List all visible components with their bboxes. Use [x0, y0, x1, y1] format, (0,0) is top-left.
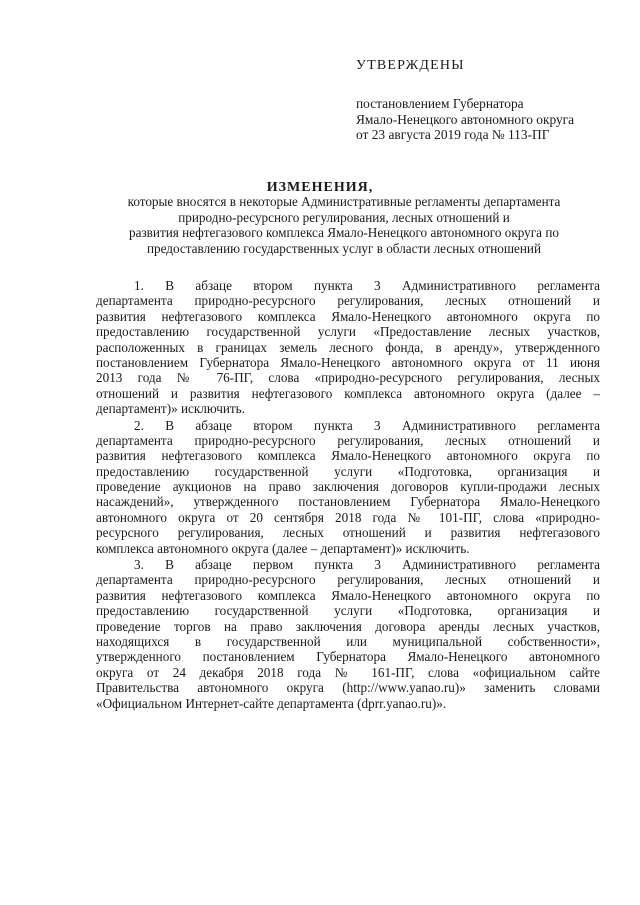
paragraph-3 [96, 557, 600, 711]
document-subtitle [80, 194, 608, 256]
subtitle-line: предоставлению государственных услуг в области лесных отношений [146, 240, 542, 256]
paragraph-2 [96, 418, 600, 557]
document-body [96, 278, 600, 712]
paragraph-line: отношений и развития нефтегазового комплекса автономного округа (далее – [96, 385, 600, 401]
paragraph-line: департамента природно-ресурсного регулирования, лесных отношений и [96, 572, 600, 588]
paragraph-line: развития нефтегазового комплекса Ямало-Ненецкого автономного округа по [96, 448, 600, 464]
paragraph-line: развития нефтегазового комплекса Ямало-Ненецкого автономного округа по [96, 587, 600, 603]
paragraph-line: «Официальном Интернет-сайте департамента (dprr.yanao.ru)». [96, 695, 447, 711]
paragraph-line: департамент)» исключить. [96, 401, 245, 417]
paragraph-1 [96, 278, 600, 417]
paragraph-line: утвержденного постановлением Губернатора Ямало-Ненецкого автономного [96, 649, 600, 665]
approval-line: Ямало-Ненецкого автономного округа [356, 111, 575, 127]
paragraph-line: предоставлению государственной услуги «Подготовка, организация и [96, 463, 600, 479]
paragraph-line: насаждений», утвержденного постановлением Губернатора Ямало-Ненецкого [96, 494, 600, 510]
paragraph-line: проведение аукционов на право заключения договоров купли-продажи лесных [96, 479, 600, 495]
paragraph-line: ресурсного регулирования, лесных отношений и развития нефтегазового [96, 525, 600, 541]
paragraph-line: находящихся в государственной или муниципальной собственности», [96, 633, 600, 649]
paragraph-line: постановлением Губернатора Ямало-Ненецкого автономного округа от 11 июня [96, 354, 600, 370]
paragraph-line: 2. В абзаце втором пункта 3 Административного регламента [134, 417, 600, 433]
subtitle-line: которые вносятся в некоторые Административные регламенты департамента [127, 194, 561, 209]
paragraph-line: 3. В абзаце первом пункта 3 Административного регламента [134, 557, 600, 573]
subtitle-line: природно-ресурсного регулирования, лесных отношений и [178, 209, 510, 225]
subtitle-line: развития нефтегазового комплекса Ямало-Ненецкого автономного округа по [129, 225, 559, 241]
paragraph-line: проведение торгов на право заключения договора аренды лесных участков, [96, 618, 600, 634]
paragraph-line: расположенных в границах земель лесного фонда, в аренду», утвержденного [96, 339, 600, 355]
paragraph-line: 2013 года № 76-ПГ, слова «природно-ресурсного регулирования, лесных [96, 370, 600, 386]
paragraph-line: комплекса автономного округа (далее – департамент)» исключить. [96, 540, 470, 556]
paragraph-line: автономного округа от 20 сентября 2018 года № 101-ПГ, слова «природно- [96, 509, 600, 525]
paragraph-line: Правительства автономного округа (http://www.yanao.ru)» заменить словами [96, 680, 600, 696]
approval-block [356, 58, 626, 143]
approval-line: от 23 августа 2019 года № 113-ПГ [356, 127, 550, 142]
paragraph-line: департамента природно-ресурсного регулирования, лесных отношений и [96, 432, 600, 448]
approval-heading: УТВЕРЖДЕНЫ [356, 58, 465, 73]
approval-line: постановлением Губернатора [356, 96, 524, 111]
paragraph-line: предоставлению государственной услуги «Предоставление лесных участков, [96, 324, 600, 340]
paragraph-line: предоставлению государственной услуги «Подготовка, организация и [96, 603, 600, 619]
paragraph-line: развития нефтегазового комплекса Ямало-Ненецкого автономного округа по [96, 308, 600, 324]
paragraph-line: департамента природно-ресурсного регулирования, лесных отношений и [96, 293, 600, 309]
document-title: ИЗМЕНЕНИЯ, [266, 180, 374, 195]
paragraph-line: округа от 24 декабря 2018 года № 161-ПГ, слова «официальном сайте [96, 664, 600, 680]
paragraph-line: 1. В абзаце втором пункта 3 Административного регламента [134, 278, 600, 293]
